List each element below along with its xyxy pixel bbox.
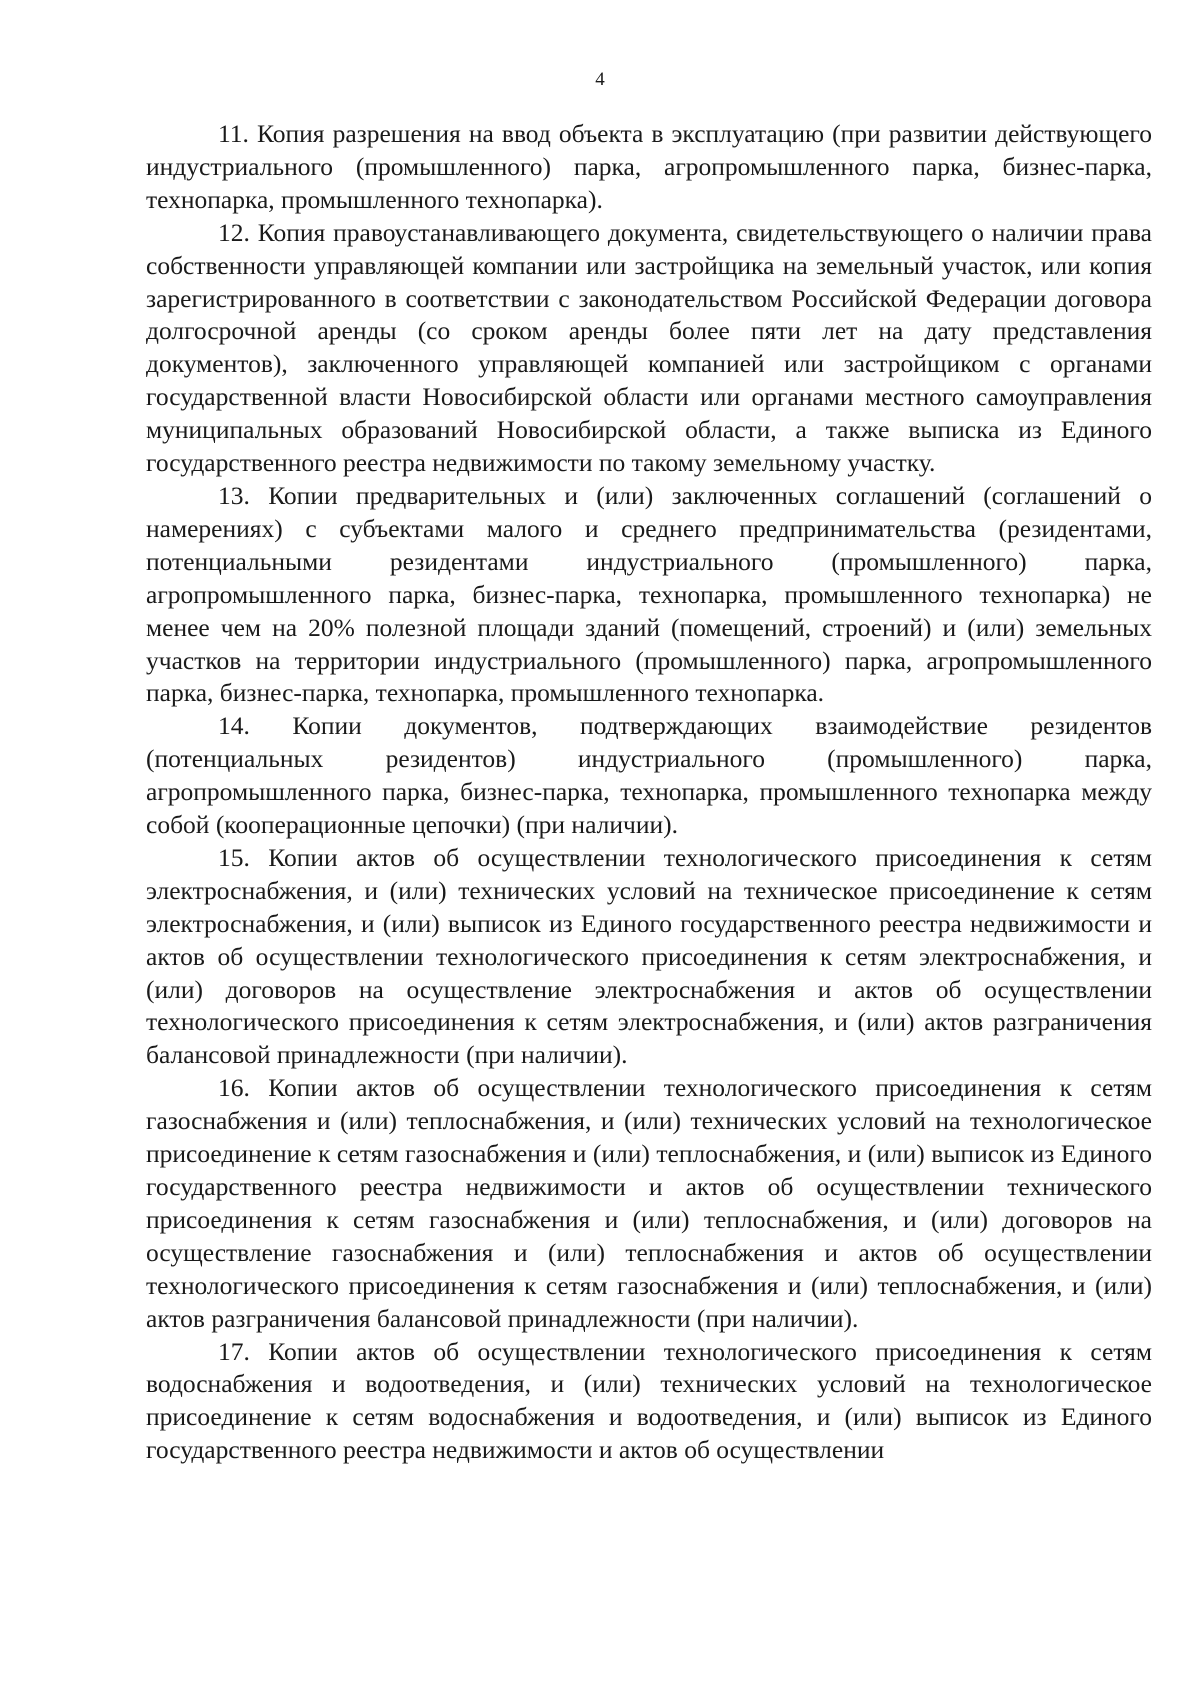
item-number: 13. <box>218 480 250 510</box>
item-number: 17. <box>218 1336 250 1366</box>
item-text: Копии предварительных и (или) заключенных соглашений (соглашений о намерениях) с субъектами малого и среднего предпринимательства (резидентами, потенциальными резидентами индустриального (промышленного) парка, агропромышленного парка, бизнес-парка, технопарка, промышленного технопарка) не менее чем на 20% полезной площади зданий (помещений, строений) и (или) земельных участков на территории индустриального (промышленного) парка, агропромышленного парка, бизнес-парка, технопарка, промышленного технопарка. <box>146 480 1152 708</box>
list-item-14 <box>146 710 1152 842</box>
document-body <box>146 118 1152 1467</box>
item-number: 16. <box>218 1073 250 1103</box>
item-text: Копии документов, подтверждающих взаимодействие резидентов (потенциальных резидентов) индустриального (промышленного) парка, агропромышленного парка, бизнес-парка, технопарка, промышленного технопарка между собой (кооперационные цепочки) (при наличии). <box>146 711 1153 840</box>
item-text: Копии актов об осуществлении технологического присоединения к сетям электроснабжения, и (или) технических условий на техническое присоединение к сетям электроснабжения, и (или) выписок из Единого государственного реестра недвижимости и актов об осуществлении технологического присоединения к сетям электроснабжения, и (или) договоров на осуществление электроснабжения и актов об осуществлении технологического присоединения к сетям электроснабжения, и (или) актов разграничения балансовой принадлежности (при наличии). <box>146 842 1152 1070</box>
list-item-13 <box>146 480 1152 710</box>
list-item-11 <box>146 118 1152 217</box>
item-text: Копия правоустанавливающего документа, свидетельствующего о наличии права собственности управляющей компании или застройщика на земельный участок, или копия зарегистрированного в соответствии с законодательством Российской Федерации договора долгосрочной аренды (со сроком аренды более пяти лет на дату представления документов), заключенного управляющей компанией или застройщиком с органами государственной власти Новосибирской области или органами местного самоуправления муниципальных образований Новосибирской области, а также выписка из Единого государственного реестра недвижимости по такому земельному участку. <box>146 217 1152 478</box>
list-item-17 <box>146 1336 1152 1468</box>
list-item-12 <box>146 217 1152 480</box>
item-text: Копия разрешения на ввод объекта в эксплуатацию (при развитии действующего индустриального (промышленного) парка, агропромышленного парка, бизнес-парка, технопарка, промышленного технопарка). <box>146 119 1152 214</box>
item-number: 12. <box>218 217 250 247</box>
item-text: Копии актов об осуществлении технологического присоединения к сетям газоснабжения и (или) теплоснабжения, и (или) технических условий на технологическое присоединение к сетям газоснабжения и (или) теплоснабжения, и (или) выписок из Единого государственного реестра недвижимости и актов об осуществлении технического присоединения к сетям газоснабжения и (или) теплоснабжения, и (или) договоров на осуществление газоснабжения и (или) теплоснабжения и актов об осуществлении технологического присоединения к сетям газоснабжения и (или) теплоснабжения, и (или) актов разграничения балансовой принадлежности (при наличии). <box>146 1073 1152 1333</box>
item-text: Копии актов об осуществлении технологического присоединения к сетям водоснабжения и водоотведения, и (или) технических условий на технологическое присоединение к сетям водоснабжения и водоотведения, и (или) выписок из Единого государственного реестра недвижимости и актов об осуществлении <box>146 1336 1152 1465</box>
item-number: 11. <box>218 119 249 148</box>
item-number: 14. <box>218 711 250 741</box>
item-number: 15. <box>218 842 250 872</box>
list-item-15 <box>146 842 1152 1072</box>
page-number: 4 <box>595 69 605 90</box>
list-item-16 <box>146 1072 1152 1335</box>
